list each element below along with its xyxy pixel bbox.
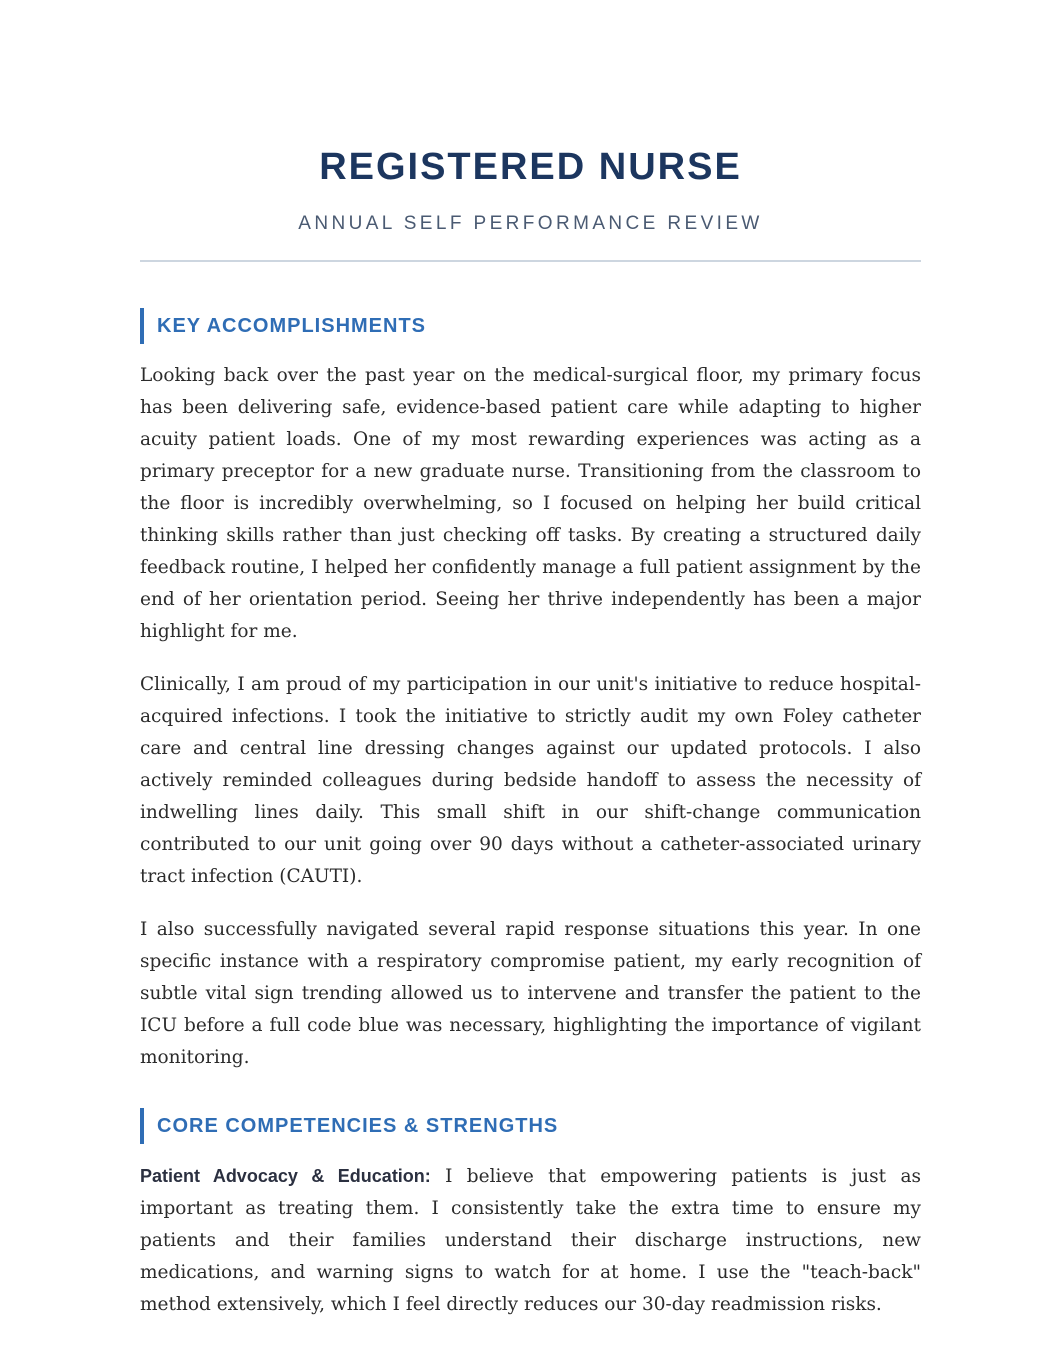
document-header xyxy=(140,0,921,236)
header-divider xyxy=(140,260,921,262)
body-paragraph: I also successfully navigated several rapid response situations this year. In one specific instance with a respiratory compromise patient, my early recognition of subtle vital sign trending allowed us to intervene and transfer the patient to the ICU before a full code blue was necessary, highlighting the importance of vigilant monitoring. xyxy=(140,919,921,1068)
body-paragraph: Looking back over the past year on the medical-surgical floor, my primary focus has been delivering safe, evidence-based patient care while adapting to higher acuity patient loads. One of my most rewarding experiences was acting as a primary preceptor for a new graduate nurse. Transitioning from the classroom to the floor is incredibly overwhelming, so I focused on helping her build critical thinking skills rather than just checking off tasks. By creating a structured daily feedback routine, I helped her confidently manage a full patient assignment by the end of her orientation period. Seeing her thrive independently has been a major highlight for me. xyxy=(140,365,921,642)
section-heading: KEY ACCOMPLISHMENTS xyxy=(140,308,921,344)
section-heading: CORE COMPETENCIES & STRENGTHS xyxy=(140,1108,921,1144)
document-subtitle: ANNUAL SELF PERFORMANCE REVIEW xyxy=(298,213,763,234)
section-key-accomplishments xyxy=(140,308,921,1074)
body-paragraph: Clinically, I am proud of my participation in our unit's initiative to reduce hospital-acquired infections. I took the initiative to strictly audit my own Foley catheter care and central line dressing changes against our updated protocols. I also actively reminded colleagues during bedside handoff to assess the necessity of indwelling lines daily. This small shift in our shift-change communication contributed to our unit going over 90 days without a catheter-associated urinary tract infection (CAUTI). xyxy=(140,674,921,887)
section-core-competencies xyxy=(140,1108,921,1321)
document-title: REGISTERED NURSE xyxy=(319,146,742,188)
competency-item xyxy=(140,1160,921,1321)
document-page xyxy=(140,0,921,1321)
competency-text: I believe that empowering patients is just as important as treating them. I consistently take the extra time to ensure my patients and their families understand their discharge instructions, new medications, and warning signs to watch for at home. I use the "teach-back" method extensively, which I feel directly reduces our 30-day readmission risks. xyxy=(140,1166,921,1315)
competency-lead: Patient Advocacy & Education: xyxy=(140,1166,431,1186)
